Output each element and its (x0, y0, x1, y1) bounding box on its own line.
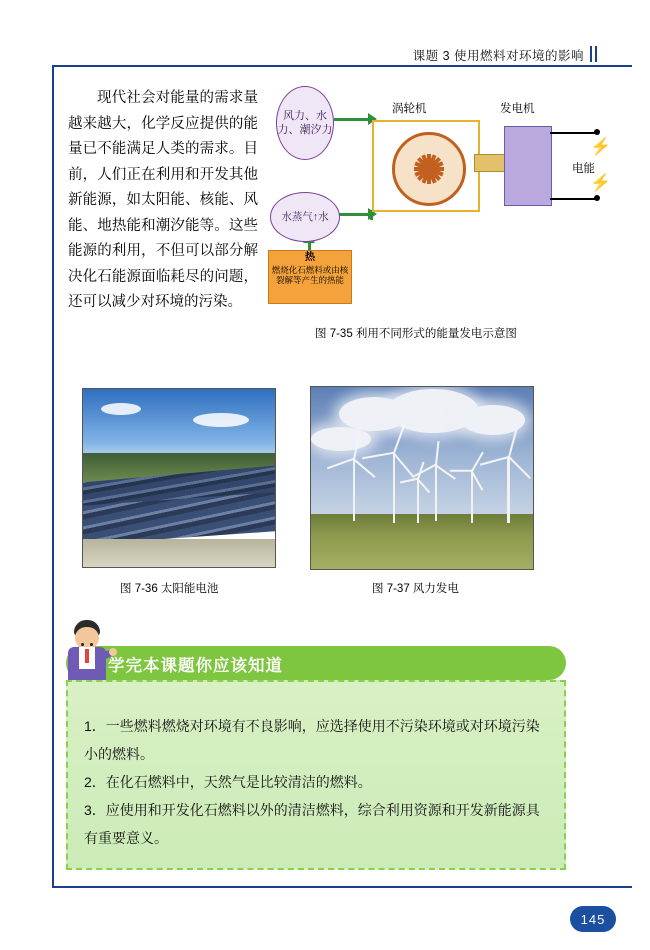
turbine-hub (423, 163, 435, 175)
figure-7-36-caption: 图 7-36 太阳能电池 (120, 583, 219, 595)
mascot-tie (85, 649, 89, 663)
heat-source-box (268, 250, 352, 304)
spark-icon-bottom: ⚡ (590, 173, 612, 192)
summary-text (84, 712, 552, 852)
generator-box (504, 126, 552, 206)
summary-item-2: 2．在化石燃料中，天然气是比较清洁的燃料。 (84, 774, 372, 790)
header-divider (52, 65, 632, 67)
wind-field (311, 514, 533, 569)
cloud-shape (193, 413, 249, 427)
wire-bottom (550, 198, 596, 200)
body-paragraph: 现代社会对能量的需求量越来越大，化学反应提供的能量已不能满足人类的需求。目前，人们正在利用和开发其他新能源，如太阳能、核能、风能、地热能和潮汐能等。这些能源的利用，不但可以部分解决化石能源面临耗尽的问题，还可以减少对环境的污染。 (68, 90, 258, 310)
mascot-face (75, 627, 99, 649)
steam-water-ellipse (270, 192, 340, 242)
wind-turbine-tower (417, 479, 419, 523)
wind-turbine-tower (435, 465, 437, 521)
wind-turbine-blade (450, 470, 472, 472)
turbine-housing (372, 120, 480, 212)
cloud-shape (311, 427, 371, 451)
wind-turbine-tower (471, 471, 473, 523)
mascot-eye (90, 643, 93, 646)
wind-turbine-tower (353, 459, 355, 521)
generator-label: 发电机 (500, 103, 535, 115)
header-bars-icon (590, 46, 602, 62)
page-number-badge: 145 (570, 906, 616, 932)
steam-water-label: 水蒸气↑水 (281, 210, 329, 223)
energy-source-label: 风力、水力、潮汐力 (277, 110, 333, 136)
turbine-wheel-icon (392, 132, 466, 206)
heat-desc: 燃烧化石燃料或由核裂解等产生的热能 (271, 264, 349, 285)
arrow-source-to-turbine (334, 118, 370, 121)
body-text-column (68, 86, 258, 316)
drive-shaft (474, 154, 508, 172)
wind-turbine-tower (393, 453, 395, 523)
energy-source-ellipse (276, 86, 334, 160)
summary-item-3: 3．应使用和开发化石燃料以外的清洁燃料，综合利用资源和开发新能源具有重要意义。 (84, 802, 540, 846)
electric-energy-label: 电能 (572, 163, 595, 175)
wire-top (550, 132, 596, 134)
solar-ground (83, 539, 275, 567)
header-title: 课题 3 使用燃料对环境的影响 (412, 49, 584, 63)
figure-7-35-diagram (264, 82, 632, 312)
spark-icon-top: ⚡ (590, 137, 612, 156)
summary-title: 学完本课题你应该知道 (108, 657, 283, 675)
arrow-steam-to-turbine (338, 213, 370, 216)
terminal-dot-top (594, 129, 600, 135)
figure-7-35-caption: 图 7-35 利用不同形式的能量发电示意图 (315, 328, 517, 340)
figure-7-37-caption: 图 7-37 风力发电 (372, 583, 459, 595)
turbine-label: 涡轮机 (392, 103, 427, 115)
bottom-rule (52, 886, 632, 888)
heat-title: 热 (305, 252, 315, 263)
mascot-eye (81, 643, 84, 646)
left-margin-rule (52, 66, 54, 888)
wind-turbine-tower (507, 457, 510, 523)
photo-solar-cells (82, 388, 276, 568)
terminal-dot-bottom (594, 195, 600, 201)
page-header (0, 44, 650, 68)
cloud-shape (101, 403, 141, 415)
photo-wind-farm (310, 386, 534, 570)
summary-item-1: 1．一些燃料燃烧对环境有不良影响，应选择使用不污染环境或对环境污染小的燃料。 (84, 718, 540, 762)
